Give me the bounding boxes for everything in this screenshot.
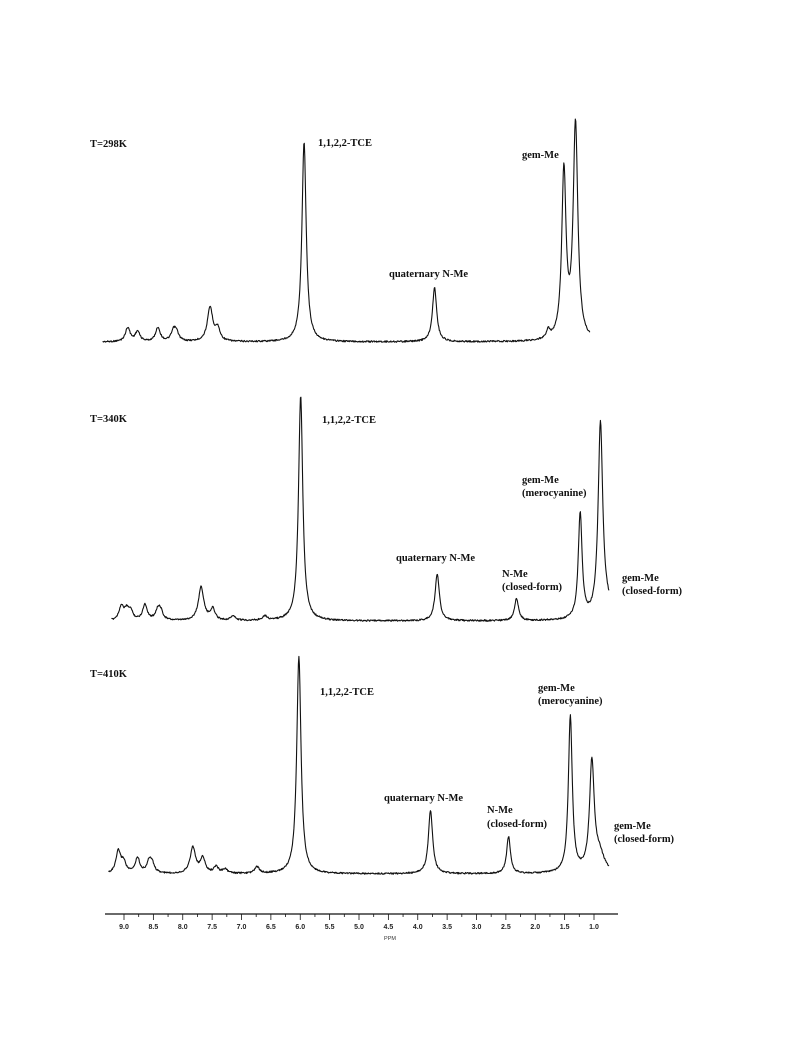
peak-label-gem-me-closed: gem-Me	[614, 821, 651, 832]
peak-label-gem-me-mero: gem-Me	[538, 683, 575, 694]
x-tick-label: 5.0	[354, 924, 364, 931]
peak-label-gem-me-closed: gem-Me	[622, 573, 659, 584]
x-tick-label: 2.0	[530, 924, 541, 931]
x-tick-label: 2.5	[501, 924, 511, 931]
axis-ticks	[119, 914, 599, 931]
x-tick-label: 7.5	[207, 924, 217, 931]
spectrum-410k	[90, 656, 675, 874]
x-tick-label: 1.5	[559, 924, 570, 931]
peak-label-quaternary-n-me: quaternary N-Me	[384, 793, 464, 804]
x-tick-label: 5.5	[324, 924, 335, 931]
spectrum-340k	[90, 397, 683, 621]
x-tick-label: 4.5	[383, 924, 394, 931]
peak-label-tce: 1,1,2,2-TCE	[322, 415, 376, 426]
peak-label-gem-me-mero: gem-Me	[522, 475, 559, 486]
x-tick-label: 6.0	[295, 924, 306, 931]
temperature-label: T=298K	[90, 139, 127, 150]
x-tick-label: 8.0	[177, 924, 188, 931]
peak-label-gem-me-mero-sub: (merocyanine)	[538, 696, 603, 707]
x-tick-label: 3.5	[442, 924, 452, 931]
peak-label-n-me-sub: (closed-form)	[502, 582, 563, 593]
x-tick-label: 9.0	[119, 924, 129, 931]
x-tick-label: 4.0	[412, 924, 423, 931]
peak-label-gem-me-mero-sub: (merocyanine)	[522, 488, 587, 499]
peak-label-gem-me: gem-Me	[522, 150, 559, 161]
peak-label-quaternary-n-me: quaternary N-Me	[389, 269, 469, 280]
temperature-label: T=340K	[90, 414, 127, 425]
peak-label-gem-me-closed-sub: (closed-form)	[622, 586, 683, 597]
spectrum-298k	[90, 119, 590, 342]
ppm-axis	[105, 914, 618, 942]
peak-label-quaternary-n-me: quaternary N-Me	[396, 553, 476, 564]
x-tick-label: 3.0	[471, 924, 482, 931]
spectrum-trace	[103, 119, 590, 342]
x-tick-label: 8.5	[148, 924, 159, 931]
axis-unit-label: PPM	[384, 936, 396, 942]
temperature-label: T=410K	[90, 669, 127, 680]
x-tick-label: 1.0	[589, 924, 599, 931]
peak-label-n-me: N-Me	[502, 569, 528, 580]
peak-label-n-me-sub: (closed-form)	[487, 819, 548, 830]
peak-label-n-me: N-Me	[487, 805, 513, 816]
x-tick-label: 6.5	[266, 924, 276, 931]
peak-label-tce: 1,1,2,2-TCE	[320, 687, 374, 698]
peak-label-tce: 1,1,2,2-TCE	[318, 138, 372, 149]
x-tick-label: 7.0	[236, 924, 247, 931]
peak-label-gem-me-closed-sub: (closed-form)	[614, 834, 675, 845]
